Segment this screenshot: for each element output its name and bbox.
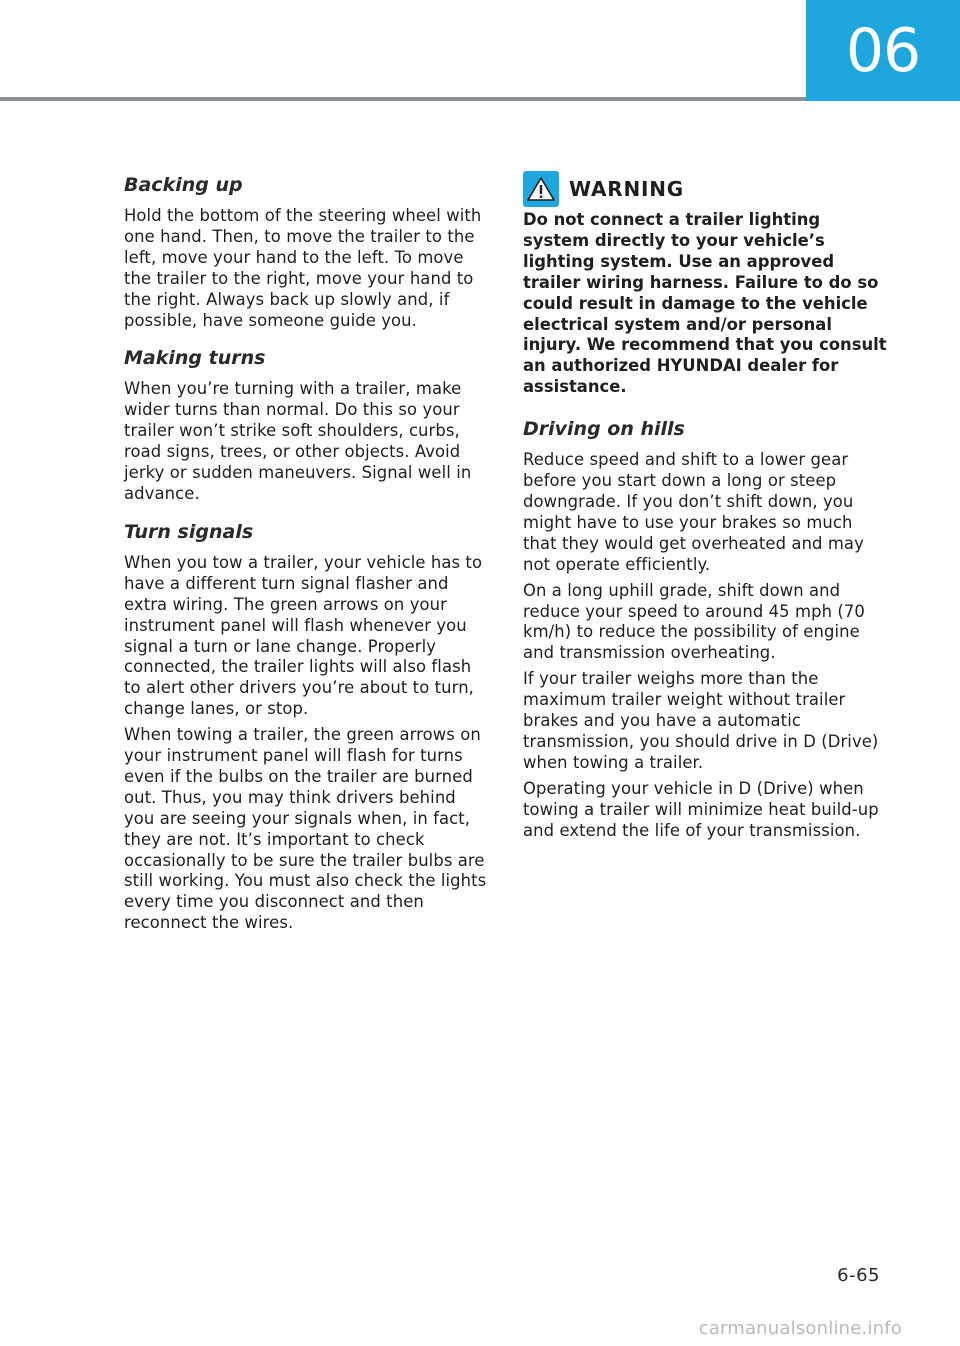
section-heading: Turn signals <box>124 520 254 543</box>
right-column <box>523 172 888 855</box>
section-driving-on-hills <box>523 416 888 841</box>
paragraph: Hold the bottom of the steering wheel with one hand. Then, to move the trailer to the left, move your hand to the left. To move the trailer to the right, move your hand to the right. Always back up slowly and, if possible, have someone guide you. <box>124 206 482 330</box>
chapter-number: 06 <box>845 15 921 86</box>
warning-triangle-icon <box>527 176 555 202</box>
paragraph: Reduce speed and shift to a lower gear before you start down a long or steep downgrade. If you don’t shift down, you might have to use your brakes so much that they would get overheated and may not operate efficiently. <box>523 450 864 574</box>
section-heading: Backing up <box>124 174 243 196</box>
watermark: carmanualsonline.info <box>698 1318 902 1339</box>
warning-text: Do not connect a trailer lighting system directly to your vehicle’s lighting system. Use an approved trailer wiring harness. Failure to do so could result in damage to the vehicle electrical system and/or personal injury. We recommend that you consult an authorized HYUNDAI dealer for assistance. <box>523 210 887 397</box>
header-rule <box>0 97 806 101</box>
left-column <box>124 172 489 948</box>
paragraph: When you’re turning with a trailer, make wider turns than normal. Do this so your trailer won’t strike soft shoulders, curbs, road signs, trees, or other objects. Avoid jerky or sudden maneuvers. Signal well in advance. <box>124 379 472 503</box>
paragraph: Operating your vehicle in D (Drive) when towing a trailer will minimize heat build-up and extend the life of your transmission. <box>523 778 879 840</box>
warning-icon <box>523 171 559 207</box>
warning-block <box>523 172 888 398</box>
section-heading: Driving on hills <box>523 418 685 441</box>
page-number: 6-65 <box>837 1265 880 1286</box>
section-turn-signals <box>124 519 489 934</box>
section-making-turns <box>124 345 489 504</box>
warning-label: WARNING <box>569 177 684 201</box>
section-backing-up <box>124 172 489 331</box>
warning-title <box>523 172 888 206</box>
chapter-tab <box>806 0 960 101</box>
paragraph: If your trailer weighs more than the maximum trailer weight without trailer brakes and you have a automatic transmission, you should drive in D (Drive) when towing a trailer. <box>523 669 879 772</box>
section-heading: Making turns <box>124 347 266 370</box>
paragraph: When towing a trailer, the green arrows on your instrument panel will flash for turns even if the bulbs on the trailer are burned out. Thus, you may think drivers behind you are seeing your signals when, in fact, they are not. It’s important to check occasionally to be sure the trailer bulbs are still working. You must also check the lights every time you disconnect and then reconnect the wires. <box>124 725 487 933</box>
paragraph: On a long uphill grade, shift down and reduce your speed to around 45 mph (70 km/h) to reduce the possibility of engine and transmission overheating. <box>523 580 865 663</box>
paragraph: When you tow a trailer, your vehicle has to have a different turn signal flasher and extra wiring. The green arrows on your instrument panel will flash whenever you signal a turn or lane change. Properly connected, the trailer lights will also flash to alert other drivers you’re about to turn, change lanes, or stop. <box>124 552 483 719</box>
